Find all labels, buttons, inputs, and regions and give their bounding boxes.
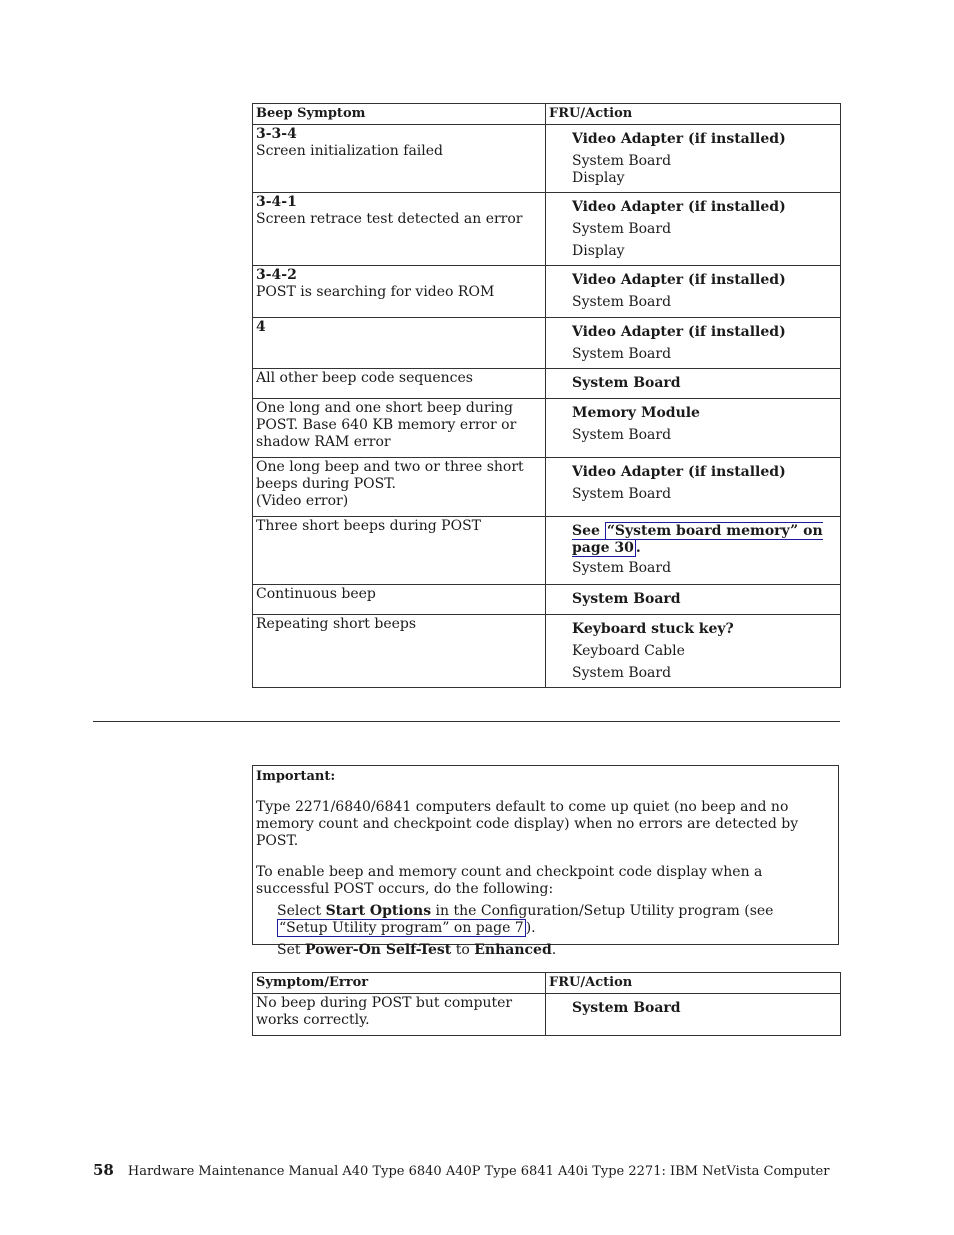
important-step-2: Set Power-On Self-Test to Enhanced. bbox=[277, 942, 557, 958]
footer-title: Hardware Maintenance Manual A40 Type 6840 A40P Type 6841 A40i Type 2271: IBM NetVista Computer bbox=[127, 1164, 830, 1179]
section-divider bbox=[93, 721, 840, 722]
symptom-text: Repeating short beeps bbox=[256, 616, 417, 632]
symptom-text: Continuous beep bbox=[256, 586, 376, 602]
beep-code: 4 bbox=[256, 319, 266, 335]
symptom-text: All other beep code sequences bbox=[256, 370, 473, 386]
symptom-text: (Video error) bbox=[256, 493, 349, 509]
table-row bbox=[253, 517, 841, 585]
beep-code: 3-3-4 bbox=[256, 126, 297, 142]
fru-item: Video Adapter (if installed) bbox=[572, 324, 786, 340]
column-header-fru-action: FRU/Action bbox=[546, 104, 841, 125]
fru-item: System Board bbox=[572, 560, 672, 576]
symptom-text: POST is searching for video ROM bbox=[256, 284, 495, 300]
beep-code: 3-4-2 bbox=[256, 267, 297, 283]
symptom-text: One long beep and two or three short beeps during POST. bbox=[256, 459, 524, 492]
symptom-text: Three short beeps during POST bbox=[256, 518, 481, 534]
fru-item: System Board bbox=[572, 294, 672, 310]
fru-item: Keyboard stuck key? bbox=[572, 621, 734, 637]
fru-item: System Board bbox=[572, 346, 672, 362]
table-row bbox=[253, 266, 841, 318]
fru-item: Memory Module bbox=[572, 405, 700, 421]
fru-see-reference: See “System board memory” on page 30 . bbox=[572, 523, 823, 556]
system-board-memory-link[interactable]: “System board memory” on page 30 bbox=[572, 523, 823, 556]
fru-item: Display bbox=[572, 170, 625, 186]
fru-item: System Board bbox=[572, 221, 672, 237]
fru-item: System Board bbox=[572, 375, 681, 391]
table-row bbox=[253, 125, 841, 193]
fru-item: System Board bbox=[572, 427, 672, 443]
table-row bbox=[253, 458, 841, 517]
setup-utility-link[interactable]: “Setup Utility program” on page 7 bbox=[279, 920, 524, 936]
important-step-1: Select Start Options in the Configuration/Setup Utility program (see “Setup Utility program” on page 7 ). bbox=[277, 903, 774, 936]
important-paragraph-2: To enable beep and memory count and checkpoint code display when a successful POST occurs, do the following: bbox=[256, 864, 763, 897]
important-paragraph-1: Type 2271/6840/6841 computers default to come up quiet (no beep and no memory count and checkpoint code display) when no errors are detected by POST. bbox=[256, 799, 799, 849]
table-row bbox=[253, 615, 841, 688]
table-row bbox=[253, 994, 841, 1036]
column-header-fru-action: FRU/Action bbox=[546, 973, 841, 994]
table-row bbox=[253, 585, 841, 615]
fru-item: Video Adapter (if installed) bbox=[572, 131, 786, 147]
fru-item: Video Adapter (if installed) bbox=[572, 199, 786, 215]
fru-item: System Board bbox=[572, 153, 672, 169]
symptom-text: Screen retrace test detected an error bbox=[256, 211, 523, 227]
table-row bbox=[253, 399, 841, 458]
page-number: 58 bbox=[93, 1161, 114, 1179]
table-header-row bbox=[253, 104, 841, 125]
symptom-text: One long and one short beep during POST. Base 640 KB memory error or shadow RAM error bbox=[256, 400, 517, 450]
symptom-text: No beep during POST but computer works correctly. bbox=[256, 995, 513, 1028]
table-row bbox=[253, 193, 841, 266]
symptom-text: Screen initialization failed bbox=[256, 143, 443, 159]
fru-item: Video Adapter (if installed) bbox=[572, 272, 786, 288]
fru-item: System Board bbox=[572, 665, 672, 681]
symptom-error-table bbox=[252, 972, 841, 1036]
table-row bbox=[253, 318, 841, 369]
column-header-beep-symptom: Beep Symptom bbox=[253, 104, 546, 125]
beep-code: 3-4-1 bbox=[256, 194, 297, 210]
fru-item: Video Adapter (if installed) bbox=[572, 464, 786, 480]
fru-item: Keyboard Cable bbox=[572, 643, 685, 659]
fru-item: Display bbox=[572, 243, 625, 259]
table-header-row bbox=[253, 973, 841, 994]
table-row bbox=[253, 369, 841, 399]
important-label: Important: bbox=[256, 769, 336, 784]
fru-item: System Board bbox=[572, 486, 672, 502]
beep-symptom-table bbox=[252, 103, 841, 688]
fru-item: System Board bbox=[572, 1000, 681, 1016]
column-header-symptom-error: Symptom/Error bbox=[253, 973, 546, 994]
important-notice-box bbox=[252, 765, 839, 958]
fru-item: System Board bbox=[572, 591, 681, 607]
page-footer bbox=[93, 1162, 829, 1180]
